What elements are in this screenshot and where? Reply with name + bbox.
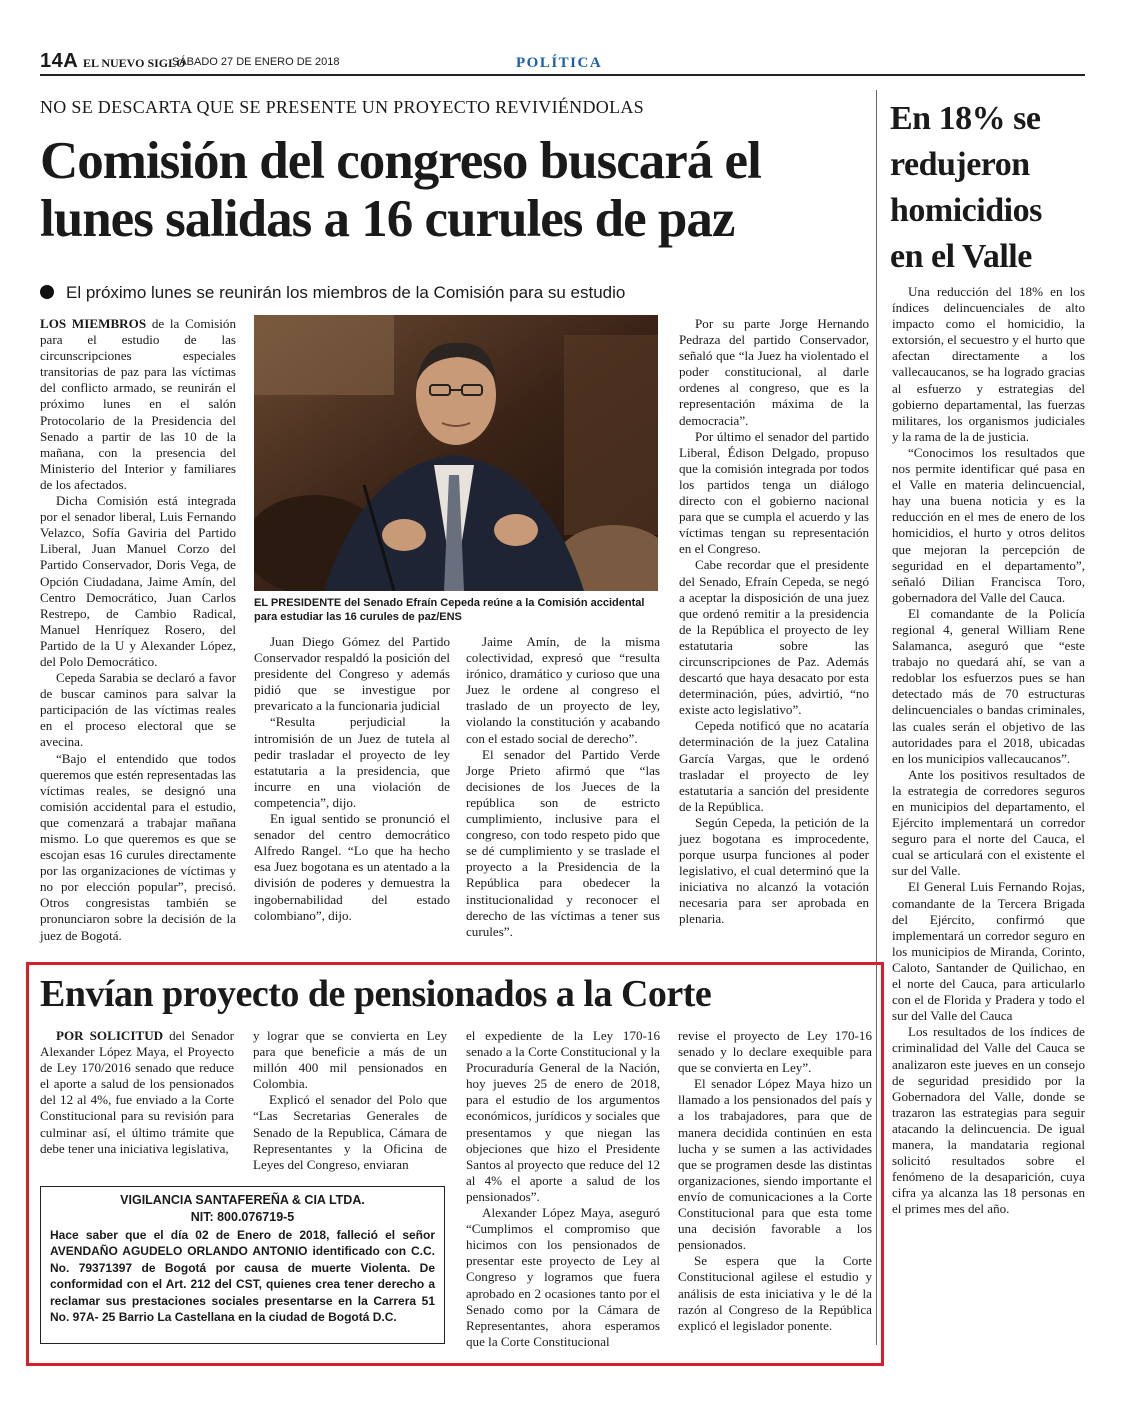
paragraph: Una reducción del 18% en los índices delincuenciales de alto impacto como el homicidio, la extorsión, el secuestro y el hurto que afectan directamente a los vallecaucanos, se ha logrado gracias al esfuerzo y estrategias del gobierno departamental, las fuerzas militares, los organismos judiciales y la rama de la de justicia. <box>892 284 1085 444</box>
paragraph: Por su parte Jorge Hernando Pedraza del partido Conservador, señaló que “la Juez ha violentado el poder constitucional, al darle ordenes al congreso, que es la representación máxima de la democracia”. <box>679 316 869 428</box>
paragraph: El senador del Partido Verde Jorge Prieto afirmó que “las decisiones de los Jueces de la república son de estricto cumplimiento, inclusive para el congreso, con todo respeto pido que se dé cumplimiento y se traslade el proyecto a la Presidencia de la República para obedecer la institucionalidad y reconocer el derecho de las víctimas a tener sus curules”. <box>466 746 660 939</box>
paragraph: Cepeda notificó que no acataría determinación de la juez Catalina García Vargas, que le ordenó trasladar el proyecto de ley estatutaria a sanción del presidente de la República. <box>679 718 869 814</box>
main-kicker: NO SE DESCARTA QUE SE PRESENTE UN PROYECTO REVIVIÉNDOLAS <box>40 97 644 117</box>
bullet-icon <box>40 285 54 299</box>
lead-in: POR SOLICITUD <box>56 1028 164 1043</box>
paragraph: Explicó el senador del Polo que “Las Secretarias Generales de Senado de la Republica, Cámara de Representantes y la Oficina de Leyes del Congreso, enviaran <box>253 1092 447 1172</box>
paragraph: POR SOLICITUD del Senador Alexander López Maya, el Proyecto de Ley 170/2016 senado que reduce el aporte a salud de los pensionados del 12 al 4%, fue enviado a la Corte Constitucional para su revisión para culminar así, el último trámite que debe tener una iniciativa legislativa, <box>40 1028 234 1156</box>
funeral-notice <box>40 1186 445 1344</box>
paragraph: El senador López Maya hizo un llamado a los pensionados del país y a los trabajadores, para que de manera decidida continúen en esta lucha y se sumen a las actividades que se programen desde las distintas organizaciones, siendo importante el envío de comunicaciones a la Corte Constitucional para que esta tome una decisión favorable a los pensionados. <box>678 1076 872 1253</box>
issue-date: SÁBADO 27 DE ENERO DE 2018 <box>172 56 340 68</box>
photo-illustration <box>254 315 658 591</box>
side-headline: En 18% se redujeron homicidios en el Valle <box>890 100 1042 275</box>
page-number: 14A <box>40 50 79 72</box>
paragraph: el expediente de la Ley 170-16 senado a la Corte Constitucional y la Procuraduría General de la Nación, hoy jueves 25 de enero de 2018, para el estudio de los argumentos económicos, jurídicos y sociales que presentamos y que niegan las objeciones que hizo el Presidente Santos al proyecto que reduce del 12 al 4% el aporte a salud de los pensionados”. <box>466 1028 660 1204</box>
box-column-4 <box>678 1028 872 1334</box>
section-name: POLÍTICA <box>516 55 603 71</box>
paragraph: LOS MIEMBROS de la Comisión para el estudio de las circunscripciones especiales transitorias de paz para las víctimas del conflicto armado, se reunirán el próximo lunes en el salón Protocolario de la Presidencia del Senado a partir de las 10 de la mañana, con la presencia del Ministerio del Interior y familiares de los afectados. <box>40 316 236 492</box>
side-column <box>892 284 1085 1217</box>
paragraph: Cabe recordar que el presidente del Senado, Efraín Cepeda, se negó a aceptar la disposición de una juez que ordenó remitir a la presidencia de la República el proyecto de ley estatutaria sobre las circunscripciones de Paz. Además descartó que haya desacato por esta determinación, púes, advirtió, “no existe acto legislativo”. <box>679 557 869 718</box>
paragraph: Alexander López Maya, aseguró “Cumplimos el compromiso que hicimos con los pensionados de presentar este proyecto de Ley al Congreso y logramos que fuera aprobado en 2 ocasiones tanto por el Senado como por la Cámara de Representantes, ahora esperamos que la Corte Constitucional <box>466 1205 660 1349</box>
notice-company: VIGILANCIA SANTAFEREÑA & CIA LTDA. <box>120 1193 365 1207</box>
box-column-3 <box>466 1028 660 1350</box>
paragraph: “Resulta perjudicial la intromisión de un Juez de tutela al pedir trasladar el proyecto de ley estatutaria a la presidencia, que incurre en una violación de competencia”, dijo. <box>254 714 450 810</box>
main-column-1 <box>40 316 236 944</box>
paragraph: Juan Diego Gómez del Partido Conservador respaldó la posición del presidente del Congreso y además pidió que se investigue por prevaricato a la funcionaria judicial <box>254 634 450 714</box>
main-headline: Comisión del congreso buscará el lunes salidas a 16 curules de paz <box>40 132 761 248</box>
newspaper-name: EL NUEVO SIGLO <box>83 56 186 70</box>
paragraph: revise el proyecto de Ley 170-16 senado y lo declare exequible para que se convierta en Ley”. <box>678 1028 872 1076</box>
main-subhead-text: El próximo lunes se reunirán los miembros de la Comisión para su estudio <box>66 283 626 302</box>
paragraph: Ante los positivos resultados de la estrategia de corredores seguros en municipios del departamento, el Ejército implementará un corredor seguro para el norte del Cauca, el cual se articulará con el existente el sur del Valle. <box>892 766 1085 879</box>
paragraph: En igual sentido se pronunció el senador del centro democrático Alfredo Rangel. “Lo que ha hecho esa Juez bogotana es un atentado a la división de poderes y demuestra la ingobernabilidad del estado colombiano”, dijo. <box>254 811 450 923</box>
paragraph: y lograr que se convierta en Ley para que beneficie a más de un millón 400 mil pensionados en Colombia. <box>253 1028 447 1092</box>
paragraph: Se espera que la Corte Constitucional agilese el estudio y análisis de esta iniciativa y le dé la razón al Congreso de la República explicó el legislador ponente. <box>678 1253 872 1333</box>
notice-body: Hace saber que el día 02 de Enero de 2018, falleció el señor AVENDAÑO AGUDELO ORLANDO ANTONIO identificado con C.C. No. 79371397 de Bogotá por causa de muerte Violenta. De conformidad con el Art. 212 del CST, quienes crea tener derecho a reclamar sus prestaciones sociales presentarse en la Carrera 51 No. 97A- 25 Barrio La Castellana en la ciudad de Bogotá D.C. <box>50 1228 435 1325</box>
main-subhead <box>40 283 625 303</box>
paragraph: Los resultados de los índices de criminalidad del Valle del Cauca se analizaron este jueves en un consejo de seguridad presidido por la Gobernadora del Valle, donde se trazaron las estrategias para seguir atacando la delincuencia. De igual manera, la mandataria regional solicitó resultados sobre el fenómeno de la desaparición, cuya cifra ya alcanza las 18 personas en el primes mes del año. <box>892 1024 1085 1217</box>
photo-caption: EL PRESIDENTE del Senado Efraín Cepeda reúne a la Comisión accidental para estudiar las 16 curules de paz/ENS <box>254 597 645 623</box>
box-column-2 <box>253 1028 447 1173</box>
main-column-4 <box>679 316 869 928</box>
main-column-2 <box>254 634 450 924</box>
paragraph: Por último el senador del partido Liberal, Édison Delgado, propuso que la comisión integrada por todos los partidos tenga un diálogo directo con el gobierno nacional para que se cumpla el acuerdo y las víctimas tengan su representación en el Congreso. <box>679 428 869 557</box>
box-column-1 <box>40 1028 234 1157</box>
lead-in: LOS MIEMBROS <box>40 316 147 331</box>
paragraph: El comandante de la Policía regional 4, general William Rene Salamanca, aseguró que “este trabajo no quedará ahí, se van a redoblar los esfuerzos pues se han detectado más de 70 estructuras delincuenciales o bandas criminales, las cuales serán el objetivo de las autoridades para el 2018, ubicadas en los municipios vallecaucanos”. <box>892 605 1085 766</box>
paragraph: Según Cepeda, la petición de la juez bogotana es improcedente, porque usurpa funciones al poder legislativo, el cual determinó que la iniciativa no alcanzó la votación necesaria para ser aprobada en plenaria. <box>679 814 869 927</box>
paragraph: “Conocimos los resultados que nos permite identificar qué pasa en el Valle en materia delincuencial, hay una buena noticia y es la reducción en el mes de enero de los homicidios, el hurto y otros delitos que mejoran la percepción de seguridad en el departamento”, señaló Dilian Francisca Toro, gobernadora del Valle del Cauca. <box>892 444 1085 605</box>
paragraph: “Bajo el entendido que todos queremos que estén representadas las víctimas reales, se designó una comisión accidental para el estudio, que comenzará a trabajar mañana mismo. Lo que queremos es que se escojan esas 16 curules directamente por las organizaciones de víctimas y no por elección popular”, precisó. Otros congresistas también se pronunciaron sobre la decisión de la juez de Bogotá. <box>40 750 236 943</box>
paragraph: Dicha Comisión está integrada por el senador liberal, Luis Fernando Velazco, Sofía Gaviria del Partido Liberal, Juan Manuel Corzo del Partido Conservador, Doris Vega, de Opción Ciudadana, Jaime Amín, del Centro Democrático, Juan Carlos Restrepo, de Cambio Radical, Manuel Henríquez Rosero, del Partido de la U y Alexander López, del Polo Democrático. <box>40 493 236 669</box>
paragraph: Cepeda Sarabia se declaró a favor de buscar caminos para salvar la participación de las víctimas reales en el proceso electoral que se avecina. <box>40 670 236 750</box>
senate-president-photo <box>254 315 658 591</box>
notice-nit: NIT: 800.076719-5 <box>190 1210 295 1224</box>
box-headline: Envían proyecto de pensionados a la Corte <box>40 973 712 1015</box>
paragraph: El General Luis Fernando Rojas, comandante de la Tercera Brigada del Ejército, confirmó que implementará un corredor seguro en los municipios de Miranda, Corinto, Caloto, Santander de Quilichao, en el norte del Cauca, para articularlo con el de Florida y Pradera y todo el sur del Valle del Cauca <box>892 879 1085 1024</box>
main-column-3 <box>466 634 660 940</box>
paragraph: Jaime Amín, de la misma colectividad, expresó que “resulta irónico, dramático y curioso que una Juez le ordene al congreso el traslado de un proyecto de ley, violando la constitución y acabando con el estado social de derecho”. <box>466 634 660 746</box>
